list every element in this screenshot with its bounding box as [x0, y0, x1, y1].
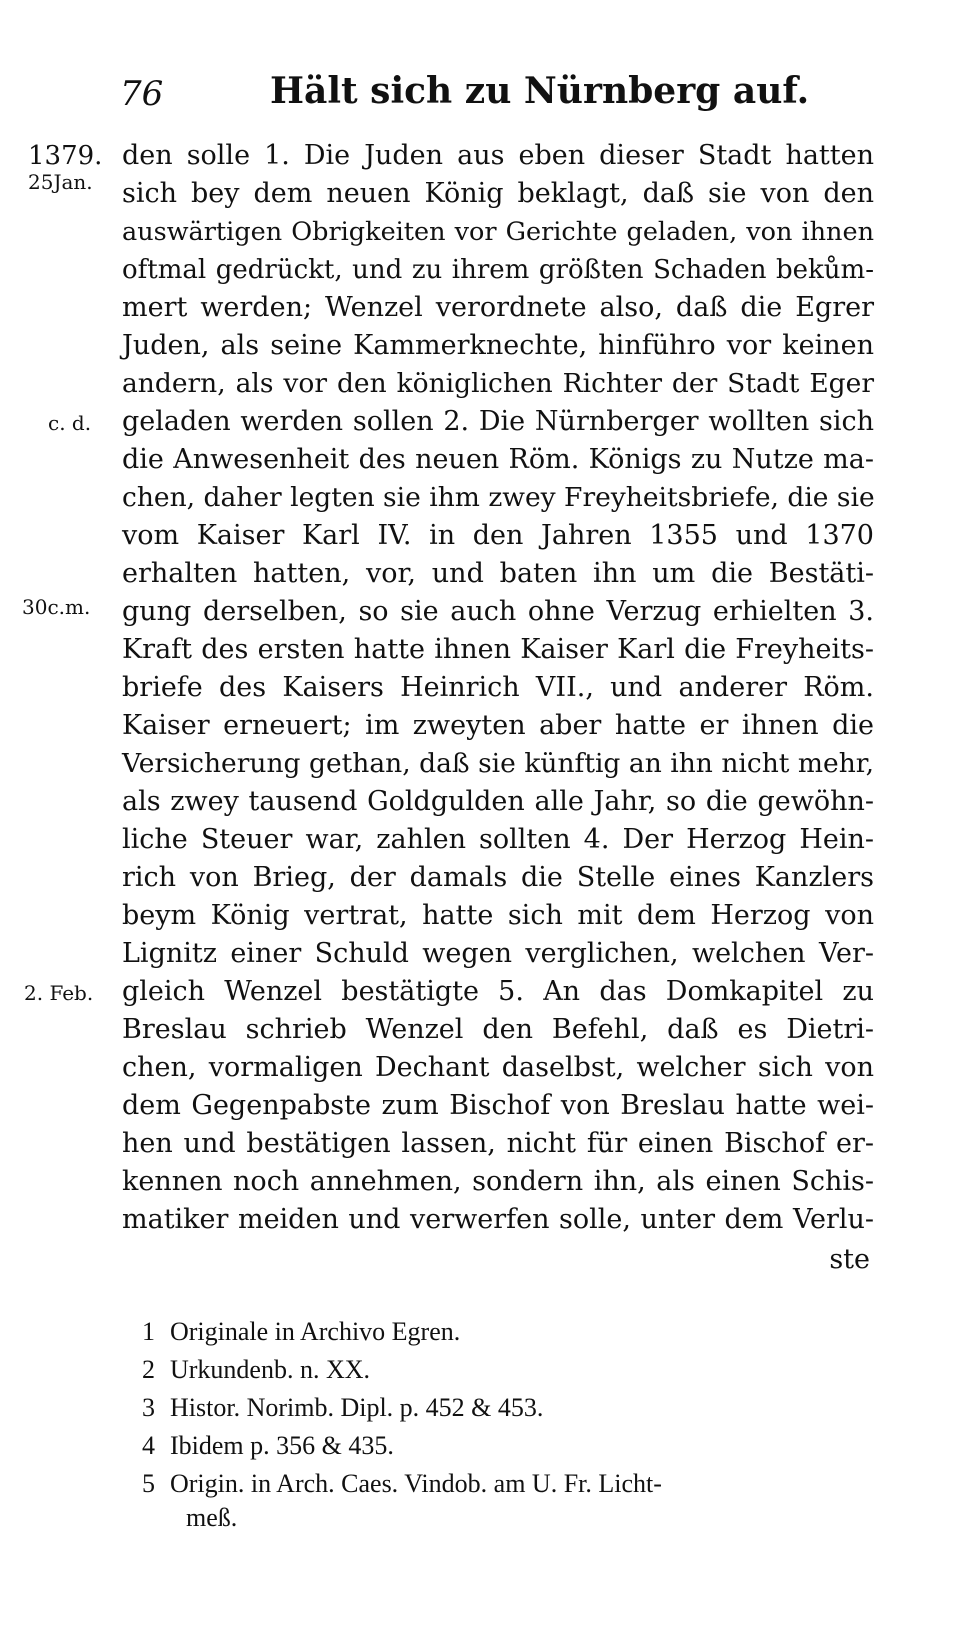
- text-line: dem Gegenpabste zum Bischof von Breslau hatte wei-: [122, 1090, 874, 1121]
- footnote-text: Originale in Archivo Egren.: [170, 1317, 461, 1346]
- footnote: [142, 1428, 882, 1464]
- text-line: Kaiser erneuert; im zweyten aber hatte er ihnen die: [122, 710, 874, 741]
- text-line: hen und bestätigen lassen, nicht für einen Bischof er-: [122, 1128, 874, 1159]
- footnote-text: Ibidem p. 356 & 435.: [170, 1431, 394, 1460]
- text-line: die Anwesenheit des neuen Röm. Königs zu Nutze ma-: [122, 444, 874, 475]
- running-title: Hält sich zu Nürnberg auf.: [270, 70, 810, 112]
- text-line: sich bey dem neuen König beklagt, daß sie von den: [122, 178, 874, 209]
- footnote-continuation: meß.: [186, 1503, 238, 1532]
- footnote: [142, 1466, 882, 1502]
- text-line: vom Kaiser Karl IV. in den Jahren 1355 und 1370: [122, 520, 874, 551]
- text-line: briefe des Kaisers Heinrich VII., und anderer Röm.: [122, 672, 874, 703]
- text-line: Kraft des ersten hatte ihnen Kaiser Karl die Freyheits-: [122, 634, 874, 665]
- text-line: mert werden; Wenzel verordnete also, daß die Egrer: [122, 292, 874, 323]
- footnote-text: Histor. Norimb. Dipl. p. 452 & 453.: [170, 1393, 544, 1422]
- text-line: gleich Wenzel bestätigte 5. An das Domkapitel zu: [122, 976, 874, 1007]
- text-line: Lignitz einer Schuld wegen verglichen, welchen Ver-: [122, 938, 874, 969]
- text-line: den solle 1. Die Juden aus eben dieser Stadt hatten: [122, 140, 874, 171]
- text-line: erhalten hatten, vor, und baten ihn um die Bestäti-: [122, 558, 874, 589]
- text-line: Breslau schrieb Wenzel den Befehl, daß es Dietri-: [122, 1014, 874, 1045]
- catchword: ste: [829, 1244, 870, 1275]
- text-line: liche Steuer war, zahlen sollten 4. Der Herzog Hein-: [122, 824, 874, 855]
- text-line: beym König vertrat, hatte sich mit dem Herzog von: [122, 900, 874, 931]
- footnote-text: Origin. in Arch. Caes. Vindob. am U. Fr. Licht-: [170, 1469, 662, 1498]
- text-line: als zwey tausend Goldgulden alle Jahr, so die gewöhn-: [122, 786, 874, 817]
- footnote-text: Urkundenb. n. XX.: [170, 1355, 371, 1384]
- text-line: kennen noch annehmen, sondern ihn, als einen Schis-: [122, 1166, 874, 1197]
- margin-note-cm: 30c.m.: [22, 595, 91, 619]
- page-number: 76: [120, 74, 164, 114]
- footnote-number: 3: [142, 1393, 155, 1422]
- text-line: auswärtigen Obrigkeiten vor Gerichte geladen, von ihnen: [122, 217, 874, 247]
- text-line: chen, vormaligen Dechant daselbst, welcher sich von: [122, 1052, 874, 1083]
- text-line: gung derselben, so sie auch ohne Verzug erhielten 3.: [122, 596, 874, 627]
- text-line: Juden, als seine Kammerknechte, hinführo vor keinen: [122, 330, 874, 361]
- margin-note-date: 25Jan.: [28, 170, 93, 194]
- text-line: Versicherung gethan, daß sie künftig an ihn nicht mehr,: [122, 748, 874, 779]
- text-line: geladen werden sollen 2. Die Nürnberger wollten sich: [122, 406, 874, 437]
- margin-note-cd: c. d.: [48, 411, 92, 435]
- margin-note-year: 1379.: [28, 141, 103, 171]
- footnote: [142, 1352, 882, 1388]
- footnote-number: 1: [142, 1317, 155, 1346]
- footnote: [142, 1390, 882, 1426]
- text-line: oftmal gedrückt, und zu ihrem größten Schaden bekům-: [122, 255, 874, 285]
- margin-note-feb: 2. Feb.: [24, 981, 94, 1005]
- text-line: matiker meiden und verwerfen solle, unter dem Verlu-: [122, 1204, 874, 1235]
- footnote-number: 4: [142, 1431, 155, 1460]
- page-header: [120, 66, 880, 126]
- footnote-number: 2: [142, 1355, 155, 1384]
- text-line: chen, daher legten sie ihm zwey Freyheitsbriefe, die sie: [122, 482, 875, 513]
- footnote: [142, 1314, 882, 1350]
- text-line: andern, als vor den königlichen Richter der Stadt Eger: [122, 368, 874, 399]
- text-line: rich von Brieg, der damals die Stelle eines Kanzlers: [122, 862, 874, 893]
- footnote-number: 5: [142, 1469, 155, 1498]
